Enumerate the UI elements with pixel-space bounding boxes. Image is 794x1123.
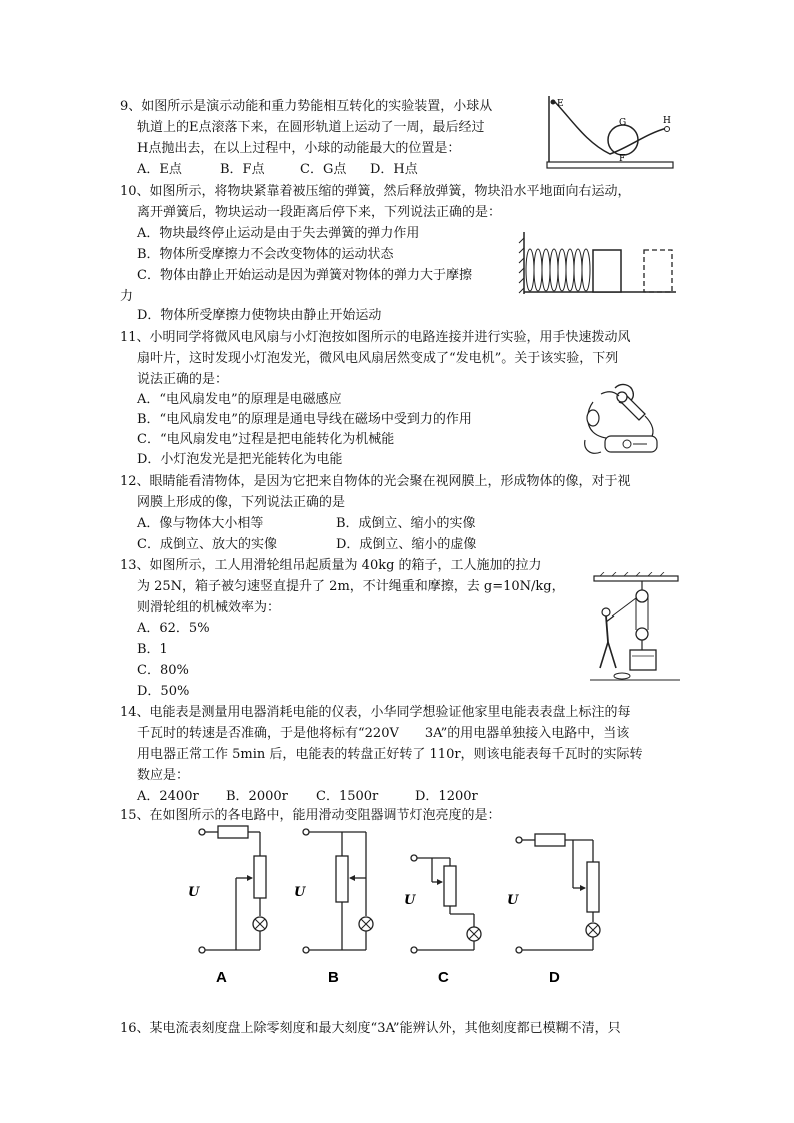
q10-line-1: 10、如图所示，将物块紧靠着被压缩的弹簧，然后释放弹簧，物块沿水平地面向右运动，	[120, 184, 631, 199]
q15-d-voltage-label: U	[507, 893, 519, 908]
q13-option-a: A．62．5%	[137, 621, 210, 636]
q10-line-2: 离开弹簧后，物块运动一段距离后停下来，下列说法正确的是：	[137, 205, 502, 220]
q13-option-c: C．80%	[137, 663, 189, 678]
q11-option-d: D．小灯泡发光是把光能转化为电能	[137, 452, 343, 467]
q14-line-3: 用电器正常工作 5min 后，电能表的转盘正好转了 110r，则该电能表每千瓦时的实际转	[137, 747, 643, 762]
q9-option-c: C．G点	[300, 162, 347, 177]
q11-option-c: C．“电风扇发电”过程是把电能转化为机械能	[137, 432, 395, 447]
q13-option-d: D．50%	[137, 684, 190, 699]
q15-circuit-d	[505, 822, 615, 987]
q10-option-b: B．物体所受摩擦力不会改变物体的运动状态	[137, 247, 394, 262]
q12-option-c: C．成倒立、放大的实像	[137, 537, 277, 552]
q10-option-c: C．物体由静止开始运动是因为弹簧对物体的弹力大于摩擦	[137, 268, 472, 283]
q11-line-2: 扇叶片，这时发现小灯泡发光，微风电风扇居然变成了“发电机”。关于该实验，下列	[137, 351, 619, 366]
q15-circuit-b	[290, 822, 390, 987]
q14-option-d: D．1200r	[415, 789, 478, 804]
q9-label-h: H	[663, 116, 671, 126]
q12-option-d: D．成倒立、缩小的虚像	[336, 537, 477, 552]
q14-option-b: B．2000r	[226, 789, 288, 804]
q9-option-b: B．F点	[220, 162, 265, 177]
q14-line-2: 千瓦时的转速是否准确，于是他将标有“220V 3A”的用电器单独接入电路中，当该	[137, 726, 630, 741]
q11-option-a: A．“电风扇发电”的原理是电磁感应	[137, 392, 342, 407]
q9-line-2: 轨道上的E点滚落下来，在圆形轨道上运动了一周，最后经过	[137, 120, 485, 135]
q14-option-c: C．1500r	[316, 789, 379, 804]
q9-line-1: 9、如图所示是演示动能和重力势能相互转化的实验装置，小球从	[120, 99, 493, 114]
q11-option-b: B．“电风扇发电”的原理是通电导线在磁场中受到力的作用	[137, 412, 472, 427]
q11-line-1: 11、小明同学将微风电风扇与小灯泡按如图所示的电路连接并进行实验，用手快速拨动风	[120, 330, 631, 345]
q14-line-4: 数应是：	[137, 768, 190, 783]
q9-option-d: D．H点	[370, 162, 418, 177]
q12-option-a: A．像与物体大小相等	[137, 516, 264, 531]
q13-line-2: 为 25N，箱子被匀速竖直提升了 2m，不计绳重和摩擦，去 g=10N/kg，	[137, 579, 565, 594]
q10-spring-block-figure	[518, 228, 678, 300]
q9-label-g: G	[619, 118, 627, 128]
q15-caption-d: D	[549, 969, 560, 986]
q15-caption-b: B	[328, 969, 339, 986]
q15-c-voltage-label: U	[404, 893, 416, 908]
q9-loop-track-figure	[545, 92, 675, 172]
q13-pulley-worker-figure	[590, 572, 680, 687]
q13-option-b: B．1	[137, 642, 168, 657]
q12-line-1: 12、眼睛能看清物体，是因为它把来自物体的光会聚在视网膜上，形成物体的像，对于视	[120, 474, 631, 489]
q15-caption-a: A	[216, 969, 227, 986]
q15-caption-c: C	[438, 969, 449, 986]
q9-label-f: F	[619, 154, 626, 164]
q10-option-d: D．物体所受摩擦力使物块由静止开始运动	[137, 308, 382, 323]
q15-a-voltage-label: U	[188, 885, 200, 900]
q16-line-1: 16、某电流表刻度盘上除零刻度和最大刻度“3A”能辨认外，其他刻度都已模糊不清，只	[120, 1021, 621, 1036]
q15-line-1: 15、在如图所示的各电路中，能用滑动变阻器调节灯泡亮度的是：	[120, 808, 501, 823]
q12-line-2: 网膜上形成的像，下列说法正确的是	[137, 495, 346, 510]
q13-line-1: 13、如图所示，工人用滑轮组吊起质量为 40kg 的箱子，工人施加的拉力	[120, 558, 542, 573]
q15-circuit-c	[398, 822, 498, 987]
q10-option-a: A．物块最终停止运动是由于失去弹簧的弹力作用	[137, 226, 420, 241]
q13-line-3: 则滑轮组的机械效率为：	[137, 600, 281, 615]
q14-line-1: 14、电能表是测量用电器消耗电能的仪表，小华同学想验证他家里电能表表盘上标注的每	[120, 705, 631, 720]
q15-b-voltage-label: U	[294, 885, 306, 900]
q9-line-3: H点抛出去，在以上过程中，小球的动能最大的位置是：	[137, 141, 461, 156]
q15-circuit-a	[182, 822, 282, 987]
q11-line-3: 说法正确的是：	[137, 372, 229, 387]
q9-option-a: A．E点	[137, 162, 182, 177]
q12-option-b: B．成倒立、缩小的实像	[336, 516, 476, 531]
q11-fan-bulb-figure	[575, 380, 670, 460]
q9-label-e: E	[557, 99, 564, 109]
q14-option-a: A．2400r	[137, 789, 199, 804]
q10-option-c-wrap: 力	[120, 289, 134, 304]
